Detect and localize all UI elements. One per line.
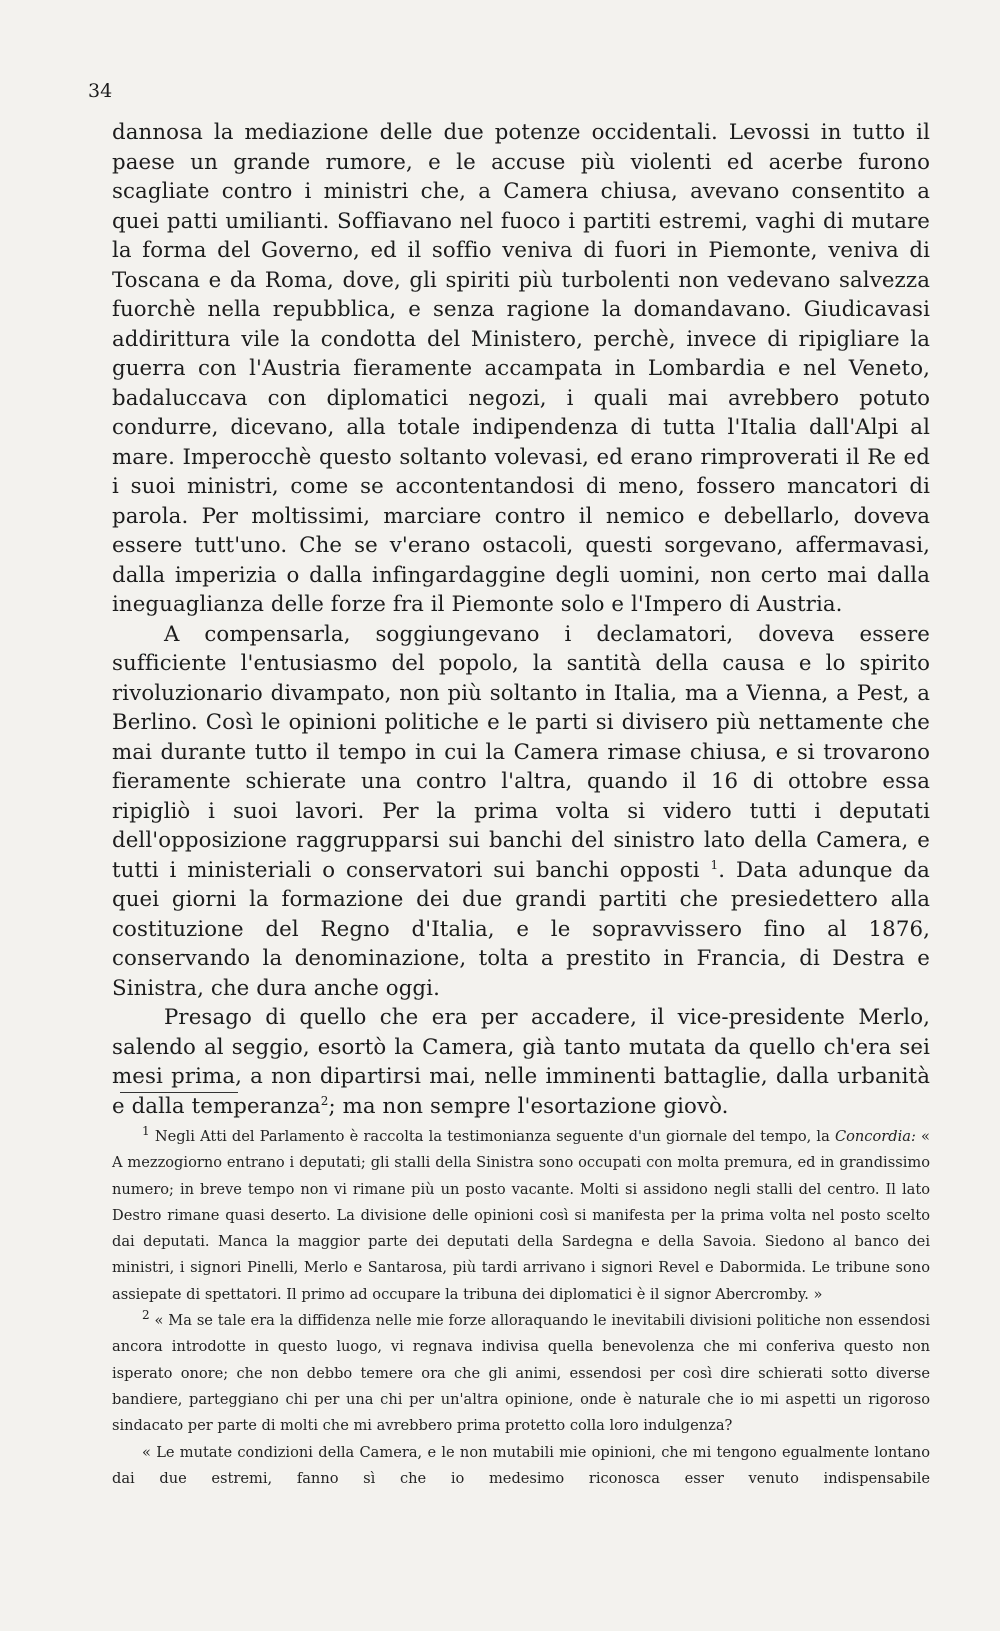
paragraph-3 [112, 1003, 930, 1121]
footnote-ref-2: 2 [320, 1093, 329, 1108]
footnote-2 [112, 1308, 930, 1439]
footnote-1-source: Concordia: [834, 1128, 916, 1145]
paragraph-2-part-1: A compensarla, soggiungevano i declamatori, doveva essere sufficiente l'entusiasmo del popolo, la santità della causa e lo spirito rivoluzionario divampato, non più soltanto in Italia, ma a Vienna, a Pest, a Berlino. Così le opinioni politiche e le parti si divisero più nettamente che mai durante tutto il tempo in cui la Camera rimase chiusa, e si trovarono fieramente schierate una contro l'altra, quando il 16 di ottobre essa ripigliò i suoi lavori. Per la prima volta si videro tutti i deputati dell'opposizione raggrupparsi sui banchi del sinistro lato della Camera, e tutti i ministeriali o conservatori sui banchi opposti [112, 621, 930, 883]
footnote-1-prefix: Negli Atti del Parlamento è raccolta la testimonianza seguente d'un giornale del tempo, la [154, 1128, 830, 1145]
footnotes [112, 1124, 930, 1492]
paragraph-2 [112, 620, 930, 1004]
footnote-ref-1: 1 [710, 857, 719, 872]
paragraph-2-part-2: . Data adunque da quei giorni la formazione dei due grandi partiti che presiedettero alla costituzione del Regno d'Italia, e le sopravvissero fino al 1876, conservando la denominazione, tolta a prestito in Francia, di Destra e Sinistra, che dura anche oggi. [112, 857, 930, 1001]
page-number: 34 [88, 80, 113, 102]
footnote-1-text: « A mezzogiorno entrano i deputati; gli stalli della Sinistra sono occupati con molta premura, ed in grandissimo numero; in breve tempo non vi rimane più un posto vacante. Molti si assidono negli stalli del centro. Il lato Destro rimane quasi deserto. La divisione delle opinioni così si manifesta per la prima volta nel posto scelto dai deputati. Manca la maggior parte dei deputati della Sardegna e della Savoia. Siedono al banco dei ministri, i signori Pinelli, Merlo e Santarosa, più tardi arrivano i signori Revel e Dabormida. Le tribune sono assiepate di spettatori. Il primo ad occupare la tribuna dei diplomatici è il signor Abercromby. » [112, 1128, 930, 1303]
footnote-2-marker: 2 [142, 1308, 150, 1323]
footnote-1-marker: 1 [142, 1124, 150, 1139]
main-text [112, 118, 930, 1121]
footnote-2-text: « Ma se tale era la diffidenza nelle mie forze alloraquando le inevitabili divisioni politiche non essendosi ancora introdotte in questo luogo, vi regnava indivisa quella benevolenza che mi conferiva questo non isperato onore; che non debbo temere ora che gli animi, essendosi per così dire schierati sotto diverse bandiere, parteggiano chi per una chi per un'altra opinione, onde è naturale che io mi aspetti un rigoroso sindacato per parte di molti che mi avrebbero prima protetto colla loro indulgenza? [112, 1312, 931, 1435]
footnote-2-continuation: « Le mutate condizioni della Camera, e le non mutabili mie opinioni, che mi tengono egualmente lontano dai due estremi, fanno sì che io medesimo riconosca esser venuto indispensabile [112, 1443, 930, 1487]
paragraph-3-part-2: ; ma non sempre l'esortazione giovò. [328, 1093, 729, 1119]
paragraph-1: dannosa la mediazione delle due potenze occidentali. Levossi in tutto il paese un grande rumore, e le accuse più violenti ed acerbe furono scagliate contro i ministri che, a Camera chiusa, avevano consentito a quei patti umilianti. Soffiavano nel fuoco i partiti estremi, vaghi di mutare la forma del Governo, ed il soffio veniva di fuori in Piemonte, veniva di Toscana e da Roma, dove, gli spiriti più turbolenti non vedevano salvezza fuorchè nella repubblica, e senza ragione la domandavano. Giudicavasi addirittura vile la condotta del Ministero, perchè, invece di ripigliare la guerra con l'Austria fieramente accampata in Lombardia e nel Veneto, badaluccava con diplomatici negozi, i quali mai avrebbero potuto condurre, dicevano, alla totale indipendenza di tutta l'Italia dall'Alpi al mare. Imperocchè questo soltanto volevasi, ed erano rimproverati il Re ed i suoi ministri, come se accontentandosi di meno, fossero mancatori di parola. Per moltissimi, marciare contro il nemico e debellarlo, doveva essere tutt'uno. Che se v'erano ostacoli, questi sorgevano, affermavasi, dalla imperizia o dalla infingardaggine degli uomini, non certo mai dalla ineguaglianza delle forze fra il Piemonte solo e l'Impero di Austria. [112, 120, 930, 617]
footnote-1 [112, 1124, 930, 1308]
footnote-separator [120, 1092, 238, 1093]
paragraph-3-part-1: Presago di quello che era per accadere, il vice-presidente Merlo, salendo al seggio, esortò la Camera, già tanto mutata da quello ch'era sei mesi prima, a non dipartirsi mai, nelle imminenti battaglie, dalla urbanità e dalla temperanza [112, 1005, 930, 1119]
